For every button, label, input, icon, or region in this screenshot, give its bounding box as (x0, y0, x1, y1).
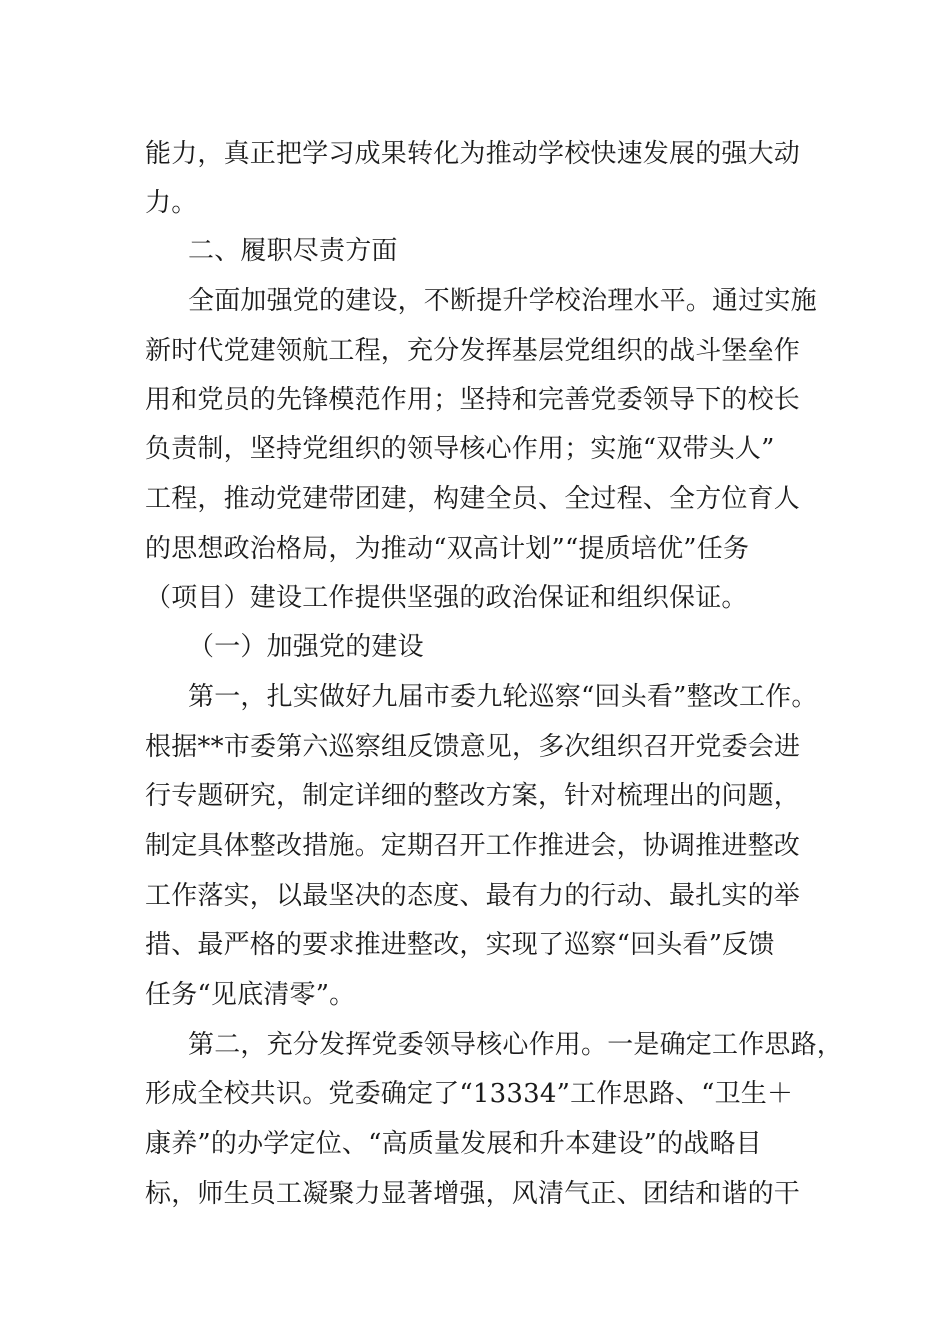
paragraph-line: 第二，充分发挥党委领导核心作用。一是确定工作思路， (188, 1030, 844, 1060)
paragraph-line: 能力，真正把学习成果转化为推动学校快速发展的强大动 (145, 139, 801, 169)
paragraph-line: 标，师生员工凝聚力显著增强，风清气正、团结和谐的干 (145, 1179, 801, 1209)
paragraph-line: 全面加强党的建设，不断提升学校治理水平。通过实施 (188, 286, 817, 316)
paragraph-line: 任务“见底清零”。 (145, 980, 356, 1010)
paragraph-line: 措、最严格的要求推进整改，实现了巡察“回头看”反馈 (145, 930, 775, 960)
paragraph-line: 制定具体整改措施。定期召开工作推进会，协调推进整改 (145, 831, 801, 861)
paragraph-line: 形成全校共识。党委确定了“13334”工作思路、“卫生＋ (145, 1079, 794, 1109)
paragraph-line: 负责制，坚持党组织的领导核心作用；实施“双带头人” (145, 434, 775, 464)
paragraph-line: 用和党员的先锋模范作用；坚持和完善党委领导下的校长 (145, 385, 801, 415)
paragraph-line: 康养”的办学定位、“高质量发展和升本建设”的战略目 (145, 1129, 762, 1159)
paragraph-line: 行专题研究，制定详细的整改方案，针对梳理出的问题， (145, 781, 801, 811)
paragraph-line: 力。 (145, 188, 198, 218)
paragraph-line: 的思想政治格局，为推动“双高计划”“提质培优”任务 (145, 534, 750, 564)
section-heading: 二、履职尽责方面 (188, 236, 398, 266)
paragraph-line: 第一，扎实做好九届市委九轮巡察“回头看”整改工作。 (188, 682, 818, 712)
paragraph-line: （项目）建设工作提供坚强的政治保证和组织保证。 (145, 583, 748, 613)
paragraph-line: 根据**市委第六巡察组反馈意见，多次组织召开党委会进 (145, 732, 801, 762)
paragraph-line: 工作落实，以最坚决的态度、最有力的行动、最扎实的举 (145, 881, 801, 911)
paragraph-line: 工程，推动党建带团建，构建全员、全过程、全方位育人 (145, 484, 801, 514)
subsection-heading: （一）加强党的建设 (188, 632, 424, 662)
paragraph-line: 新时代党建领航工程，充分发挥基层党组织的战斗堡垒作 (145, 336, 801, 366)
